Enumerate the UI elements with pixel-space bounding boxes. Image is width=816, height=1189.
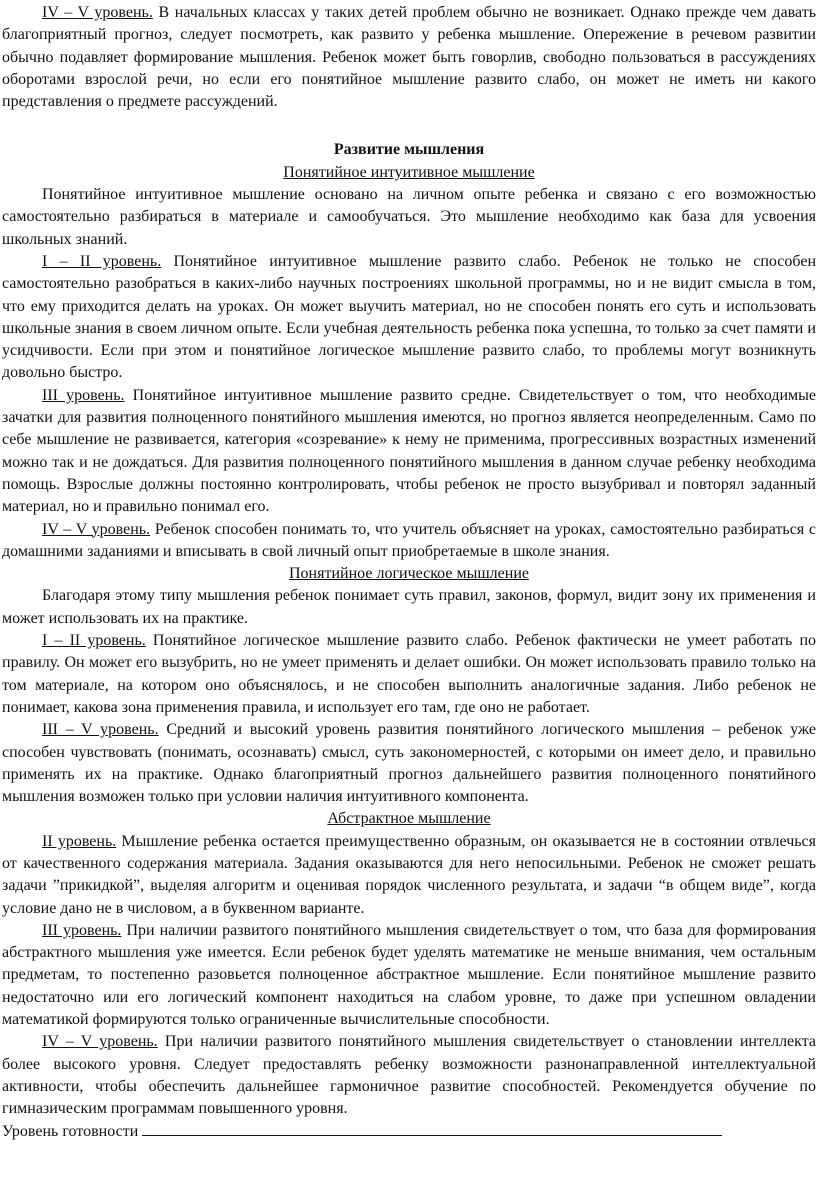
paragraph-text: Мышление ребенка остается преимущественно образным, он оказывается не в состоянии отвлечься от качественного содержания материала. Задания оказываются для него непосильными. Ребенок не сможет решать задачи ”прикидкой”, выделяя алгоритм и оценивая порядок численного результата, и задачи “в общем виде”, когда условие дано не в числовом, а в буквенном варианте. bbox=[2, 832, 816, 917]
level-label: I – II уровень. bbox=[42, 252, 162, 270]
paragraph-text: Понятийное интуитивное мышление развито средне. Свидетельствует о том, что необходимые зачатки для развития полноценного понятийного мышления имеются, но прогноз является неопределенным. Само по себе мышление не развивается, категория «созревание» к нему не применима, прогрессивных возрастных изменений можно так и не дождаться. Для развития полноценного понятийного мышления в данном случае ребенку необходима помощь. Взрослые должны постоянно контролировать, чтобы ребенок не просто вызубривал и повторял заданный материал, но и правильно понимал его. bbox=[2, 386, 816, 516]
abstract-level-3 bbox=[2, 1031, 816, 1120]
level-label: IV – V уровень. bbox=[42, 520, 151, 538]
readiness-line bbox=[2, 1121, 816, 1143]
intuitive-level-3 bbox=[2, 519, 816, 564]
logical-level-2 bbox=[2, 719, 816, 808]
logical-level-1 bbox=[2, 630, 816, 719]
readiness-blank-field[interactable] bbox=[142, 1121, 722, 1136]
level-label: III уровень. bbox=[42, 921, 122, 939]
readiness-label: Уровень готовности bbox=[2, 1122, 139, 1140]
section-title: Развитие мышления bbox=[333, 141, 485, 159]
level-label: II уровень. bbox=[42, 832, 117, 850]
paragraph-text: При наличии развитого понятийного мышления свидетельствует о становлении интеллекта более высокого уровня. Следует предоставлять ребенку возможности разнонаправленной интеллектуальной активности, чтобы обеспечить дальнейшее гармоничное развитие способностей. Рекомендуется обучение по гимназическим программам повышенного уровня. bbox=[2, 1033, 816, 1118]
subsection-title-intuitive: Понятийное интуитивное мышление bbox=[283, 163, 535, 181]
subsection-title-logical: Понятийное логическое мышление bbox=[289, 565, 529, 583]
intro-paragraph bbox=[2, 2, 816, 113]
level-label: IV – V уровень. bbox=[42, 4, 153, 21]
paragraph-text: В начальных классах у таких детей проблем обычно не возникает. Однако прежде чем давать благоприятный прогноз, следует посмотреть, как развито у ребенка мышление. Опережение в речевом развитии обычно подавляет формирование мышления. Ребенок может быть говорлив, свободно пользоваться в рассуждениях оборотами взрослой речи, но если его понятийное мышление развито слабо, он может не иметь ни какого представления о предмете рассуждений. bbox=[2, 4, 816, 111]
level-label: IV – V уровень. bbox=[42, 1033, 158, 1051]
subsection-title-abstract: Абстрактное мышление bbox=[327, 810, 491, 828]
level-label: I – II уровень. bbox=[42, 632, 146, 650]
paragraph-text: Понятийное логическое мышление развито слабо. Ребенок фактически не умеет работать по правилу. Он может его вызубрить, но не умеет применять и делает ошибки. Он может использовать правило только на том материале, на котором оно объяснялось, и не способен выполнить аналогичные задания. Либо ребенок не понимает, какова зона применения правила, и использует его там, где оно не работает. bbox=[2, 632, 816, 716]
level-label: III уровень. bbox=[42, 386, 125, 404]
spacer bbox=[2, 113, 816, 139]
abstract-level-1 bbox=[2, 831, 816, 920]
paragraph-text: При наличии развитого понятийного мышления свидетельствует о том, что база для формирования абстрактного мышления уже имеется. Если ребенок будет уделять математике не меньше внимания, чем остальным предметам, то постепенно разовьется полноценное абстрактное мышление. Если понятийное мышление развито недостаточно или его логический компонент находиться на слабом уровне, то даже при успешном овладении математикой формируются только ограниченные вычислительные способности. bbox=[2, 921, 816, 1029]
paragraph-text: Понятийное интуитивное мышление развито слабо. Ребенок не только не способен самостоятельно разобраться в каких-либо научных построениях школьной программы, но и не видит смысла в том, что ему приходится делать на уроках. Он может выучить материал, но не способен понять его суть и использовать школьные знания в своем личном опыте. Если учебная деятельность ребенка пока успешна, то только за счет памяти и усидчивости. Если при этом и понятийное логическое мышление развито слабо, то проблемы могут возникнуть довольно быстро. bbox=[2, 252, 816, 382]
level-label: III – V уровень. bbox=[42, 721, 159, 739]
intuitive-level-2 bbox=[2, 385, 816, 519]
intuitive-level-1 bbox=[2, 251, 816, 385]
paragraph-text: Ребенок способен понимать то, что учитель объясняет на уроках, самостоятельно разбираться с домашними заданиями и вписывать в свой личный опыт приобретаемые в школе знания. bbox=[2, 520, 816, 560]
intuitive-intro: Понятийное интуитивное мышление основано на личном опыте ребенка и связано с его возможностью самостоятельно разбираться в материале и самообучаться. Это мышление необходимо как база для усвоения школьных знаний. bbox=[2, 186, 816, 248]
logical-intro: Благодаря этому типу мышления ребенок понимает суть правил, законов, формул, видит зону их применения и может использовать их на практике. bbox=[2, 587, 816, 627]
paragraph-text: Средний и высокий уровень развития понятийного логического мышления – ребенок уже способен чувствовать (понимать, осознавать) смысл, суть закономерностей, с которыми он имеет дело, и правильно применять их на практике. Однако благоприятный прогноз дальнейшего развития полноценного понятийного мышления возможен только при условии наличия интуитивного компонента. bbox=[2, 721, 816, 806]
abstract-level-2 bbox=[2, 920, 816, 1031]
